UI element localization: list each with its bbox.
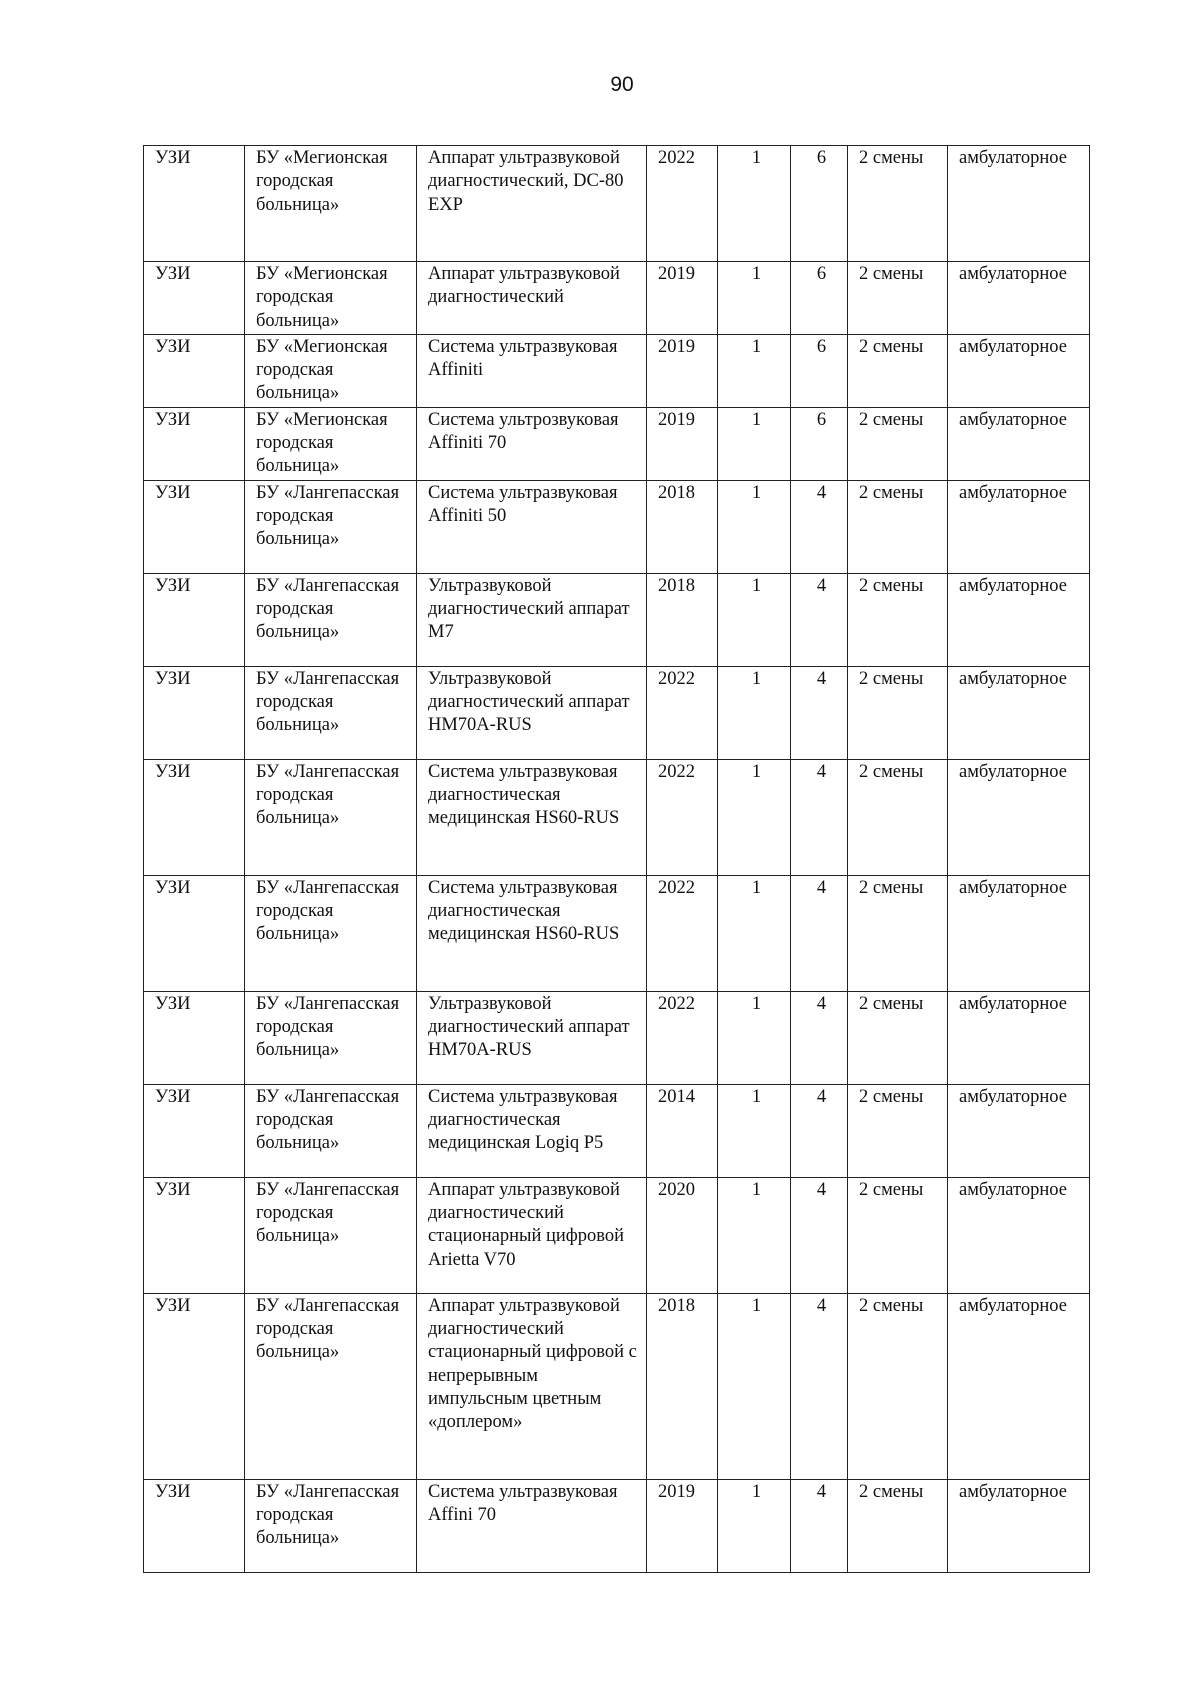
cell-mode: амбулаторное [948, 1177, 1090, 1293]
cell-shift: 2 смены [848, 1293, 948, 1479]
cell-load: 4 [791, 1293, 848, 1479]
cell-load: 4 [791, 1084, 848, 1177]
cell-equipment: Система ультразвуковая Affini 70 [417, 1479, 647, 1572]
page-number: 90 [610, 73, 634, 96]
cell-year: 2019 [647, 1479, 718, 1572]
table-row [144, 573, 1090, 666]
cell-shift: 2 смены [848, 480, 948, 573]
cell-study-type: УЗИ [144, 146, 245, 262]
table-row [144, 991, 1090, 1084]
table-row [144, 1177, 1090, 1293]
cell-count: 1 [718, 1084, 791, 1177]
cell-year: 2020 [647, 1177, 718, 1293]
cell-count: 1 [718, 991, 791, 1084]
cell-study-type: УЗИ [144, 1177, 245, 1293]
cell-organization: БУ «Мегионская городская больница» [245, 407, 417, 480]
cell-mode: амбулаторное [948, 480, 1090, 573]
table-row [144, 759, 1090, 875]
cell-mode: амбулаторное [948, 666, 1090, 759]
cell-year: 2018 [647, 480, 718, 573]
table-row [144, 262, 1090, 335]
cell-equipment: Система ультрозвуковая Affiniti 70 [417, 407, 647, 480]
cell-load: 4 [791, 875, 848, 991]
cell-equipment: Система ультразвуковая диагностическая медицинская Logiq P5 [417, 1084, 647, 1177]
cell-year: 2022 [647, 146, 718, 262]
cell-equipment: Система ультразвуковая Affiniti 50 [417, 480, 647, 573]
cell-count: 1 [718, 407, 791, 480]
cell-year: 2019 [647, 262, 718, 335]
cell-year: 2022 [647, 875, 718, 991]
cell-mode: амбулаторное [948, 759, 1090, 875]
cell-equipment: Система ультразвуковая диагностическая медицинская HS60-RUS [417, 759, 647, 875]
cell-equipment: Аппарат ультразвуковой диагностический стационарный цифровой с непрерывным импульсным цветным «доплером» [417, 1293, 647, 1479]
cell-shift: 2 смены [848, 1479, 948, 1572]
cell-study-type: УЗИ [144, 407, 245, 480]
cell-count: 1 [718, 1479, 791, 1572]
cell-count: 1 [718, 1177, 791, 1293]
cell-count: 1 [718, 334, 791, 407]
cell-study-type: УЗИ [144, 262, 245, 335]
cell-mode: амбулаторное [948, 334, 1090, 407]
cell-load: 4 [791, 573, 848, 666]
table-row [144, 146, 1090, 262]
cell-organization: БУ «Мегионская городская больница» [245, 334, 417, 407]
cell-study-type: УЗИ [144, 334, 245, 407]
cell-year: 2019 [647, 407, 718, 480]
table-row [144, 1479, 1090, 1572]
cell-count: 1 [718, 262, 791, 335]
cell-count: 1 [718, 666, 791, 759]
cell-count: 1 [718, 1293, 791, 1479]
cell-study-type: УЗИ [144, 759, 245, 875]
cell-study-type: УЗИ [144, 1084, 245, 1177]
cell-mode: амбулаторное [948, 146, 1090, 262]
cell-mode: амбулаторное [948, 573, 1090, 666]
cell-study-type: УЗИ [144, 991, 245, 1084]
cell-organization: БУ «Мегионская городская больница» [245, 146, 417, 262]
cell-shift: 2 смены [848, 759, 948, 875]
cell-equipment: Система ультразвуковая диагностическая медицинская HS60-RUS [417, 875, 647, 991]
cell-organization: БУ «Лангепасская городская больница» [245, 991, 417, 1084]
cell-organization: БУ «Лангепасская городская больница» [245, 1084, 417, 1177]
cell-count: 1 [718, 573, 791, 666]
cell-equipment: Аппарат ультразвуковой диагностический, DC-80 EXP [417, 146, 647, 262]
cell-organization: БУ «Лангепасская городская больница» [245, 1479, 417, 1572]
cell-mode: амбулаторное [948, 407, 1090, 480]
table-row [144, 480, 1090, 573]
cell-organization: БУ «Лангепасская городская больница» [245, 1177, 417, 1293]
cell-equipment: Аппарат ультразвуковой диагностический стационарный цифровой Arietta V70 [417, 1177, 647, 1293]
cell-study-type: УЗИ [144, 480, 245, 573]
cell-mode: амбулаторное [948, 875, 1090, 991]
cell-mode: амбулаторное [948, 1479, 1090, 1572]
cell-shift: 2 смены [848, 262, 948, 335]
cell-shift: 2 смены [848, 573, 948, 666]
cell-load: 6 [791, 262, 848, 335]
cell-load: 6 [791, 407, 848, 480]
cell-equipment: Ультразвуковой диагностический аппарат HM70A-RUS [417, 991, 647, 1084]
cell-equipment: Ультразвуковой диагностический аппарат M7 [417, 573, 647, 666]
table-row [144, 334, 1090, 407]
cell-organization: БУ «Лангепасская городская больница» [245, 480, 417, 573]
cell-load: 4 [791, 1177, 848, 1293]
cell-count: 1 [718, 875, 791, 991]
cell-study-type: УЗИ [144, 1293, 245, 1479]
cell-organization: БУ «Лангепасская городская больница» [245, 759, 417, 875]
cell-shift: 2 смены [848, 407, 948, 480]
cell-mode: амбулаторное [948, 1084, 1090, 1177]
cell-organization: БУ «Лангепасская городская больница» [245, 573, 417, 666]
cell-study-type: УЗИ [144, 875, 245, 991]
table-row [144, 666, 1090, 759]
cell-year: 2019 [647, 334, 718, 407]
cell-shift: 2 смены [848, 1177, 948, 1293]
cell-shift: 2 смены [848, 875, 948, 991]
cell-load: 4 [791, 991, 848, 1084]
cell-equipment: Аппарат ультразвуковой диагностический [417, 262, 647, 335]
cell-count: 1 [718, 759, 791, 875]
cell-study-type: УЗИ [144, 1479, 245, 1572]
cell-organization: БУ «Мегионская городская больница» [245, 262, 417, 335]
cell-year: 2022 [647, 759, 718, 875]
cell-equipment: Система ультразвуковая Affiniti [417, 334, 647, 407]
table-row [144, 875, 1090, 991]
cell-year: 2018 [647, 1293, 718, 1479]
cell-organization: БУ «Лангепасская городская больница» [245, 1293, 417, 1479]
cell-year: 2014 [647, 1084, 718, 1177]
cell-study-type: УЗИ [144, 573, 245, 666]
table-row [144, 1084, 1090, 1177]
cell-load: 4 [791, 759, 848, 875]
cell-load: 4 [791, 480, 848, 573]
cell-count: 1 [718, 146, 791, 262]
cell-organization: БУ «Лангепасская городская больница» [245, 666, 417, 759]
cell-load: 4 [791, 1479, 848, 1572]
table-row [144, 1293, 1090, 1479]
equipment-table [143, 145, 1090, 1573]
cell-mode: амбулаторное [948, 262, 1090, 335]
cell-load: 4 [791, 666, 848, 759]
cell-load: 6 [791, 146, 848, 262]
cell-equipment: Ультразвуковой диагностический аппарат HM70A-RUS [417, 666, 647, 759]
cell-study-type: УЗИ [144, 666, 245, 759]
cell-year: 2022 [647, 991, 718, 1084]
cell-shift: 2 смены [848, 146, 948, 262]
cell-shift: 2 смены [848, 991, 948, 1084]
cell-year: 2018 [647, 573, 718, 666]
cell-mode: амбулаторное [948, 1293, 1090, 1479]
cell-organization: БУ «Лангепасская городская больница» [245, 875, 417, 991]
cell-shift: 2 смены [848, 666, 948, 759]
cell-mode: амбулаторное [948, 991, 1090, 1084]
cell-count: 1 [718, 480, 791, 573]
cell-load: 6 [791, 334, 848, 407]
cell-shift: 2 смены [848, 334, 948, 407]
cell-year: 2022 [647, 666, 718, 759]
table-row [144, 407, 1090, 480]
cell-shift: 2 смены [848, 1084, 948, 1177]
